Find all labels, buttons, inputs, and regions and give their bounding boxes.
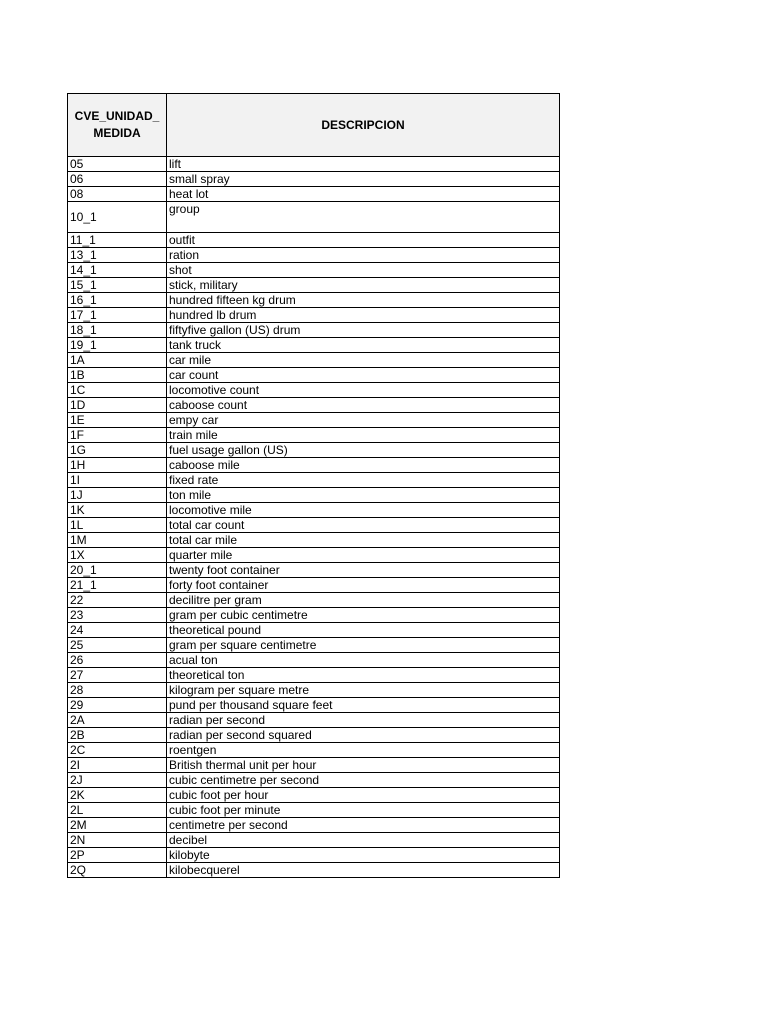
unit-description-cell: heat lot — [167, 187, 560, 202]
unit-code-cell: 2P — [68, 848, 167, 863]
unit-description-cell: British thermal unit per hour — [167, 758, 560, 773]
unit-code-cell: 17_1 — [68, 308, 167, 323]
table-row — [68, 353, 560, 368]
unit-code-cell: 2L — [68, 803, 167, 818]
unit-description-cell: train mile — [167, 428, 560, 443]
unit-code-cell: 28 — [68, 683, 167, 698]
unit-code-cell: 29 — [68, 698, 167, 713]
table-row — [68, 713, 560, 728]
unit-description-cell: stick, military — [167, 278, 560, 293]
unit-description-cell: cubic foot per minute — [167, 803, 560, 818]
unit-code-cell: 06 — [68, 172, 167, 187]
unit-description-cell: acual ton — [167, 653, 560, 668]
unit-code-cell: 2A — [68, 713, 167, 728]
table-row — [68, 338, 560, 353]
unit-description-cell: locomotive count — [167, 383, 560, 398]
unit-description-cell: caboose mile — [167, 458, 560, 473]
table-row — [68, 668, 560, 683]
table-row — [68, 638, 560, 653]
unit-description-cell: gram per square centimetre — [167, 638, 560, 653]
unit-description-cell: small spray — [167, 172, 560, 187]
table-row — [68, 293, 560, 308]
unit-code-cell: 11_1 — [68, 233, 167, 248]
unit-code-cell: 2M — [68, 818, 167, 833]
unit-description-cell: caboose count — [167, 398, 560, 413]
unit-description-cell: twenty foot container — [167, 563, 560, 578]
unit-code-cell: 26 — [68, 653, 167, 668]
table-row — [68, 488, 560, 503]
header-code: CVE_UNIDAD_ MEDIDA — [68, 94, 167, 157]
unit-code-cell: 1L — [68, 518, 167, 533]
table-row — [68, 863, 560, 878]
table-row — [68, 248, 560, 263]
unit-description-cell: ration — [167, 248, 560, 263]
unit-code-cell: 18_1 — [68, 323, 167, 338]
table-row — [68, 443, 560, 458]
table-body — [68, 157, 560, 878]
unit-code-cell: 10_1 — [68, 202, 167, 233]
unit-description-cell: forty foot container — [167, 578, 560, 593]
table-row — [68, 578, 560, 593]
unit-code-cell: 1J — [68, 488, 167, 503]
table-row — [68, 428, 560, 443]
unit-code-cell: 2K — [68, 788, 167, 803]
table-row — [68, 758, 560, 773]
table-row — [68, 308, 560, 323]
table-row — [68, 728, 560, 743]
table-row — [68, 548, 560, 563]
unit-description-cell: quarter mile — [167, 548, 560, 563]
unit-description-cell: locomotive mile — [167, 503, 560, 518]
unit-code-cell: 1I — [68, 473, 167, 488]
table-row — [68, 608, 560, 623]
unit-code-cell: 1M — [68, 533, 167, 548]
unit-description-cell: fuel usage gallon (US) — [167, 443, 560, 458]
table-row — [68, 202, 560, 233]
unit-code-cell: 1D — [68, 398, 167, 413]
unit-code-cell: 2I — [68, 758, 167, 773]
table-row — [68, 833, 560, 848]
unit-of-measure-table — [67, 93, 560, 878]
unit-code-cell: 25 — [68, 638, 167, 653]
table-row — [68, 383, 560, 398]
table-row — [68, 413, 560, 428]
unit-description-cell: roentgen — [167, 743, 560, 758]
table-row — [68, 233, 560, 248]
table-row — [68, 368, 560, 383]
table-row — [68, 503, 560, 518]
unit-description-cell: shot — [167, 263, 560, 278]
unit-description-cell: kilobyte — [167, 848, 560, 863]
unit-code-cell: 1K — [68, 503, 167, 518]
unit-code-cell: 2C — [68, 743, 167, 758]
unit-code-cell: 1E — [68, 413, 167, 428]
table-row — [68, 172, 560, 187]
table-row — [68, 323, 560, 338]
table-row — [68, 157, 560, 172]
unit-description-cell: cubic centimetre per second — [167, 773, 560, 788]
unit-code-cell: 2B — [68, 728, 167, 743]
table-row — [68, 563, 560, 578]
unit-description-cell: fixed rate — [167, 473, 560, 488]
unit-description-cell: fiftyfive gallon (US) drum — [167, 323, 560, 338]
table-row — [68, 683, 560, 698]
table-row — [68, 518, 560, 533]
unit-description-cell: radian per second squared — [167, 728, 560, 743]
table-row — [68, 623, 560, 638]
unit-description-cell: centimetre per second — [167, 818, 560, 833]
table-row — [68, 848, 560, 863]
unit-code-cell: 1G — [68, 443, 167, 458]
unit-code-cell: 22 — [68, 593, 167, 608]
unit-code-cell: 2J — [68, 773, 167, 788]
unit-code-cell: 2Q — [68, 863, 167, 878]
unit-description-cell: total car count — [167, 518, 560, 533]
unit-description-cell: tank truck — [167, 338, 560, 353]
unit-code-cell: 23 — [68, 608, 167, 623]
unit-description-cell: group — [167, 202, 560, 233]
unit-code-cell: 16_1 — [68, 293, 167, 308]
unit-description-cell: lift — [167, 157, 560, 172]
table-row — [68, 533, 560, 548]
header-description: DESCRIPCION — [167, 94, 560, 157]
unit-description-cell: outfit — [167, 233, 560, 248]
unit-code-cell: 14_1 — [68, 263, 167, 278]
table-row — [68, 743, 560, 758]
unit-code-cell: 1X — [68, 548, 167, 563]
unit-description-cell: kilobecquerel — [167, 863, 560, 878]
unit-description-cell: car count — [167, 368, 560, 383]
table-row — [68, 263, 560, 278]
table-row — [68, 788, 560, 803]
unit-code-cell: 1F — [68, 428, 167, 443]
unit-description-cell: theoretical pound — [167, 623, 560, 638]
unit-description-cell: kilogram per square metre — [167, 683, 560, 698]
table-row — [68, 773, 560, 788]
table-row — [68, 458, 560, 473]
table-row — [68, 398, 560, 413]
unit-description-cell: empy car — [167, 413, 560, 428]
unit-description-cell: decibel — [167, 833, 560, 848]
table-row — [68, 278, 560, 293]
unit-description-cell: pund per thousand square feet — [167, 698, 560, 713]
table-row — [68, 473, 560, 488]
table-row — [68, 653, 560, 668]
unit-description-cell: car mile — [167, 353, 560, 368]
unit-description-cell: decilitre per gram — [167, 593, 560, 608]
unit-code-cell: 1C — [68, 383, 167, 398]
unit-code-cell: 24 — [68, 623, 167, 638]
unit-table-sheet — [67, 93, 559, 878]
table-row — [68, 803, 560, 818]
unit-description-cell: cubic foot per hour — [167, 788, 560, 803]
unit-description-cell: hundred fifteen kg drum — [167, 293, 560, 308]
unit-description-cell: total car mile — [167, 533, 560, 548]
unit-code-cell: 1H — [68, 458, 167, 473]
unit-code-cell: 21_1 — [68, 578, 167, 593]
table-row — [68, 818, 560, 833]
table-header-row — [68, 94, 560, 157]
unit-code-cell: 13_1 — [68, 248, 167, 263]
unit-code-cell: 15_1 — [68, 278, 167, 293]
unit-code-cell: 1B — [68, 368, 167, 383]
table-row — [68, 593, 560, 608]
unit-description-cell: ton mile — [167, 488, 560, 503]
unit-description-cell: radian per second — [167, 713, 560, 728]
unit-code-cell: 27 — [68, 668, 167, 683]
unit-code-cell: 2N — [68, 833, 167, 848]
unit-code-cell: 1A — [68, 353, 167, 368]
unit-description-cell: theoretical ton — [167, 668, 560, 683]
table-row — [68, 187, 560, 202]
unit-description-cell: gram per cubic centimetre — [167, 608, 560, 623]
unit-code-cell: 19_1 — [68, 338, 167, 353]
unit-code-cell: 08 — [68, 187, 167, 202]
unit-description-cell: hundred lb drum — [167, 308, 560, 323]
unit-code-cell: 20_1 — [68, 563, 167, 578]
unit-code-cell: 05 — [68, 157, 167, 172]
table-row — [68, 698, 560, 713]
